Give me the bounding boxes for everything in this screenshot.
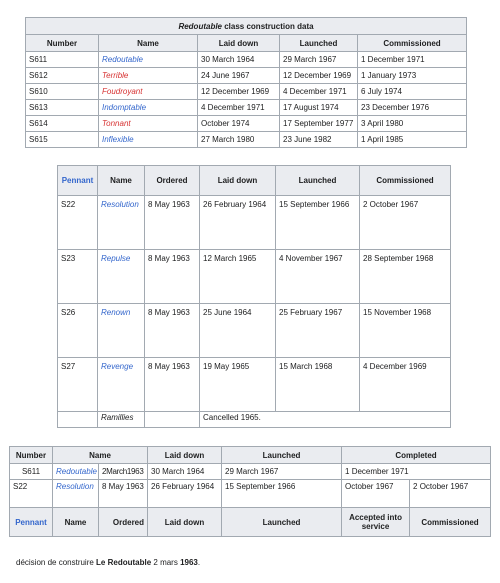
ship-link[interactable]: Indomptable <box>99 100 198 116</box>
cell-laid-down: 12 March 1965 <box>200 250 276 304</box>
comparison-table <box>9 446 491 537</box>
cell-number: S613 <box>26 100 99 116</box>
table-row <box>58 358 451 412</box>
cell-number: S611 <box>10 464 53 480</box>
table-row <box>58 250 451 304</box>
cell-launched: 15 March 1968 <box>276 358 360 412</box>
header-ordered: Ordered <box>99 508 148 537</box>
header-number: Number <box>10 447 53 464</box>
cell-launched: 15 September 1966 <box>276 196 360 250</box>
header-laid-down: Laid down <box>198 35 280 52</box>
cell-number: S611 <box>26 52 99 68</box>
table-row <box>26 132 467 148</box>
header-commissioned: Commissioned <box>410 508 491 537</box>
cell-launched: 15 September 1966 <box>222 480 342 508</box>
cell-pennant: S22 <box>58 196 98 250</box>
cell-laid-down: 30 March 1964 <box>198 52 280 68</box>
table-row <box>26 84 467 100</box>
cell-launched: 4 November 1967 <box>276 250 360 304</box>
cell-laid-down: 26 February 1964 <box>200 196 276 250</box>
header-launched: Launched <box>222 447 342 464</box>
header-launched: Launched <box>276 166 360 196</box>
cell-ordered: 8 May 1963 <box>145 250 200 304</box>
header-launched: Launched <box>222 508 342 537</box>
cell-commissioned: 1 April 1985 <box>358 132 467 148</box>
cell-laid-down: 26 February 1964 <box>148 480 222 508</box>
table-row <box>58 196 451 250</box>
cell-ordered-empty <box>145 412 200 428</box>
cell-pennant: S26 <box>58 304 98 358</box>
header-name: Name <box>53 508 99 537</box>
cell-commissioned: 28 September 1968 <box>360 250 451 304</box>
header-name: Name <box>99 35 198 52</box>
cell-commissioned: 15 November 1968 <box>360 304 451 358</box>
cell-number: S612 <box>26 68 99 84</box>
ship-link[interactable]: Repulse <box>98 250 145 304</box>
cell-laid-down: 4 December 1971 <box>198 100 280 116</box>
cell-cancelled-note: Cancelled 1965. <box>200 412 451 428</box>
table-row <box>10 480 491 508</box>
cell-launched: 29 March 1967 <box>280 52 358 68</box>
cell-commissioned: 2 October 1967 <box>410 480 491 508</box>
header-completed: Completed <box>342 447 491 464</box>
ship-link[interactable]: Redoutable <box>53 464 99 480</box>
header-commissioned: Commissioned <box>360 166 451 196</box>
cell-launched: 23 June 1982 <box>280 132 358 148</box>
cell-laid-down: 19 May 1965 <box>200 358 276 412</box>
table-row <box>26 68 467 84</box>
cell-launched: 25 February 1967 <box>276 304 360 358</box>
header-pennant-link[interactable]: Pennant <box>10 508 53 537</box>
cell-launched: 29 March 1967 <box>222 464 342 480</box>
cell-number: S610 <box>26 84 99 100</box>
cell-commissioned: 1 January 1973 <box>358 68 467 84</box>
header-launched: Launched <box>280 35 358 52</box>
cell-commissioned: 3 April 1980 <box>358 116 467 132</box>
redoutable-construction-table <box>25 17 467 148</box>
cell-commissioned: 4 December 1969 <box>360 358 451 412</box>
ship-link[interactable]: Revenge <box>98 358 145 412</box>
table-row <box>26 116 467 132</box>
header-ordered: Ordered <box>145 166 200 196</box>
cell-commissioned: 23 December 1976 <box>358 100 467 116</box>
header-commissioned: Commissioned <box>358 35 467 52</box>
cell-ordered: 8 May 1963 <box>145 304 200 358</box>
table-row <box>58 304 451 358</box>
cell-laid-down: 24 June 1967 <box>198 68 280 84</box>
cell-commissioned: 2 October 1967 <box>360 196 451 250</box>
cell-launched: 17 August 1974 <box>280 100 358 116</box>
table-row <box>26 52 467 68</box>
table-header-row <box>26 35 467 52</box>
cell-name: Ramillies <box>98 412 145 428</box>
ship-link-missing[interactable]: Foudroyant <box>99 84 198 100</box>
ship-link-missing[interactable]: Tonnant <box>99 116 198 132</box>
ship-link[interactable]: Redoutable <box>99 52 198 68</box>
cell-commissioned: 6 July 1974 <box>358 84 467 100</box>
note-text: décision de construire Le Redoutable 2 mars 1963. <box>16 558 201 567</box>
table-header-row <box>10 508 491 537</box>
cell-laid-down: 30 March 1964 <box>148 464 222 480</box>
table-row <box>10 464 491 480</box>
cell-pennant-empty <box>58 412 98 428</box>
header-name: Name <box>53 447 148 464</box>
ship-link[interactable]: Renown <box>98 304 145 358</box>
cell-launched: 12 December 1969 <box>280 68 358 84</box>
table-caption: Redoutable class construction data <box>26 18 467 35</box>
table-row <box>58 412 451 428</box>
ship-link-missing[interactable]: Terrible <box>99 68 198 84</box>
cell-number: S22 <box>10 480 53 508</box>
cell-laid-down: October 1974 <box>198 116 280 132</box>
table-header-row <box>10 447 491 464</box>
header-accepted-into-service: Accepted into service <box>342 508 410 537</box>
cell-launched: 4 December 1971 <box>280 84 358 100</box>
table-header-row <box>58 166 451 196</box>
header-laid-down: Laid down <box>148 508 222 537</box>
cell-commissioned: 1 December 1971 <box>358 52 467 68</box>
resolution-class-table <box>57 165 451 428</box>
cell-pennant: S23 <box>58 250 98 304</box>
header-laid-down: Laid down <box>200 166 276 196</box>
ship-link[interactable]: Resolution <box>53 480 99 508</box>
cell-date: 2March1963 <box>99 464 148 480</box>
header-name: Name <box>98 166 145 196</box>
cell-ordered: 8 May 1963 <box>145 196 200 250</box>
cell-ordered: 8 May 1963 <box>145 358 200 412</box>
cell-launched: 17 September 1977 <box>280 116 358 132</box>
cell-number: S615 <box>26 132 99 148</box>
cell-accepted: October 1967 <box>342 480 410 508</box>
cell-pennant: S27 <box>58 358 98 412</box>
cell-laid-down: 12 December 1969 <box>198 84 280 100</box>
header-laid-down: Laid down <box>148 447 222 464</box>
cell-laid-down: 25 June 1964 <box>200 304 276 358</box>
cell-laid-down: 27 March 1980 <box>198 132 280 148</box>
table-row <box>26 100 467 116</box>
header-pennant-link[interactable]: Pennant <box>58 166 98 196</box>
cell-number: S614 <box>26 116 99 132</box>
ship-link[interactable]: Resolution <box>98 196 145 250</box>
cell-completed: 1 December 1971 <box>342 464 491 480</box>
header-number: Number <box>26 35 99 52</box>
ship-link[interactable]: Inflexible <box>99 132 198 148</box>
cell-ordered: 8 May 1963 <box>99 480 148 508</box>
